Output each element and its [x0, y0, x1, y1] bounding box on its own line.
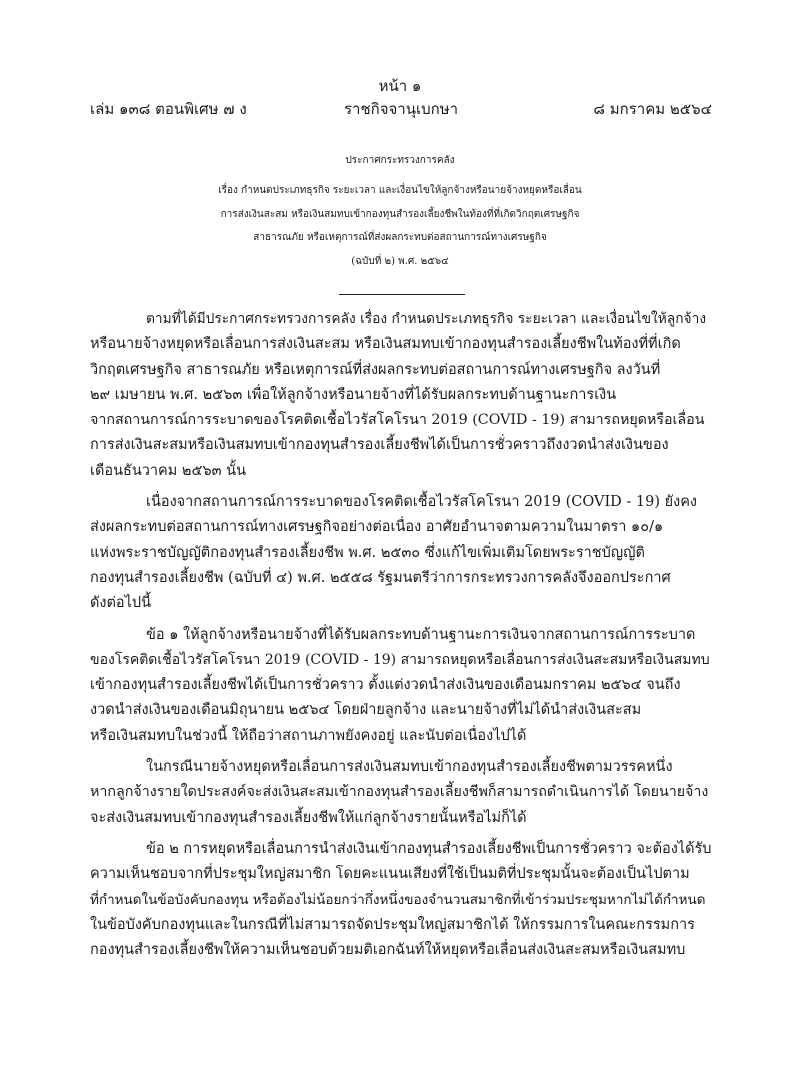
subject-line: การส่งเงินสะสม หรือเงินสมทบเข้ากองทุนสำรองเลี้ยงชีพในท้องที่ที่เกิดวิกฤตเศรษฐกิจ — [220, 208, 580, 220]
text-line: ส่งผลกระทบต่อสถานการณ์ทางเศรษฐกิจอย่างต่อเนื่อง อาศัยอำนาจตามความในมาตรา ๑๐/๑ — [90, 519, 664, 536]
paragraph-preamble — [90, 307, 712, 484]
text-line: จะส่งเงินสมทบเข้ากองทุนสำรองเลี้ยงชีพให้แก่ลูกจ้างรายนั้นหรือไม่ก็ได้ — [90, 809, 527, 826]
paragraph-clause-2 — [90, 837, 712, 963]
announcement-subject — [0, 179, 800, 273]
announcement-body — [90, 307, 712, 963]
paragraph-clause-1-sub — [90, 755, 712, 831]
announcement-title: ประกาศกระทรวงการคลัง — [345, 155, 455, 166]
subject-line: สาธารณภัย หรือเหตุการณ์ที่ส่งผลกระทบต่อสถานการณ์ทางเศรษฐกิจ — [253, 232, 547, 243]
volume-info: เล่ม ๑๓๘ ตอนพิเศษ ๗ ง — [90, 100, 247, 118]
page-number: หน้า ๑ — [378, 77, 422, 95]
text-line: ตามที่ได้มีประกาศกระทรวงการคลัง เรื่อง กำหนดประเภทธุรกิจ ระยะเวลา และเงื่อนไขให้ลูกจ้าง — [146, 311, 707, 327]
subject-line: (ฉบับที่ ๒) พ.ศ. ๒๕๖๔ — [351, 255, 449, 267]
text-line: ที่กำหนดในข้อบังคับกองทุน หรือต้องไม่น้อยกว่ากึ่งหนึ่งของจำนวนสมาชิกที่เข้าร่วมประชุมหากไม่ได้กำหนด — [90, 891, 706, 908]
text-line: การส่งเงินสะสมหรือเงินสมทบเข้ากองทุนสำรองเลี้ยงชีพได้เป็นการชั่วคราวถึงงวดนำส่งเงินของ — [90, 437, 669, 454]
text-line: ของโรคติดเชื้อไวรัสโคโรนา 2019 (COVID - 19) สามารถหยุดหรือเลื่อนการส่งเงินสะสมหรือเงินสมทบ — [90, 651, 710, 668]
subject-line: เรื่อง กำหนดประเภทธุรกิจ ระยะเวลา และเงื่อนไขให้ลูกจ้างหรือนายจ้างหยุดหรือเลื่อน — [218, 185, 582, 196]
text-line: วิกฤตเศรษฐกิจ สาธารณภัย หรือเหตุการณ์ที่ส่งผลกระทบต่อสถานการณ์ทางเศรษฐกิจ ลงวันที่ — [90, 361, 661, 378]
publication-date: ๘ มกราคม ๒๕๖๔ — [593, 100, 712, 118]
text-line: ความเห็นชอบจากที่ประชุมใหญ่สมาชิก โดยคะแนนเสียงที่ใช้เป็นมติที่ประชุมนั้นจะต้องเป็นไปตาม — [90, 866, 690, 883]
text-line: หรือนายจ้างหยุดหรือเลื่อนการส่งเงินสะสม หรือเงินสมทบเข้ากองทุนสำรองเลี้ยงชีพในท้องที่ที่เกิด — [90, 336, 681, 353]
text-line: ในข้อบังคับกองทุนและในกรณีที่ไม่สามารถจัดประชุมใหญ่สมาชิกได้ ให้กรรมการในคณะกรรมการ — [90, 916, 695, 933]
paragraph-clause-1 — [90, 623, 712, 749]
text-line: เดือนธันวาคม ๒๕๖๓ นั้น — [90, 462, 246, 479]
text-line: เข้ากองทุนสำรองเลี้ยงชีพได้เป็นการชั่วคราว ตั้งแต่งวดนำส่งเงินของเดือนมกราคม ๒๕๖๔ จนถึง — [90, 677, 681, 694]
text-line: กองทุนสำรองเลี้ยงชีพให้ความเห็นชอบด้วยมติเอกฉันท์ให้หยุดหรือเลื่อนส่งเงินสะสมหรือเงินสมทบ — [90, 942, 686, 959]
gazette-header — [90, 99, 712, 119]
publication-name: ราชกิจจานุเบกษา — [343, 100, 459, 118]
text-line: จากสถานการณ์การระบาดของโรคติดเชื้อไวรัสโคโรนา 2019 (COVID - 19) สามารถหยุดหรือเลื่อน — [90, 412, 705, 429]
text-line: หากลูกจ้างรายใดประสงค์จะส่งเงินสะสมเข้ากองทุนสำรองเลี้ยงชีพก็สามารถดำเนินการได้ โดยนายจ้าง — [90, 784, 709, 801]
text-line: ในกรณีนายจ้างหยุดหรือเลื่อนการส่งเงินสมทบเข้ากองทุนสำรองเลี้ยงชีพตามวรรคหนึ่ง — [146, 759, 673, 776]
text-line: กองทุนสำรองเลี้ยงชีพ (ฉบับที่ ๔) พ.ศ. ๒๕๕๘ รัฐมนตรีว่าการกระทรวงการคลังจึงออกประกาศ — [90, 569, 671, 586]
text-line: เนื่องจากสถานการณ์การระบาดของโรคติดเชื้อไวรัสโคโรนา 2019 (COVID - 19) ยังคง — [146, 494, 697, 511]
text-line: ข้อ ๑ ให้ลูกจ้างหรือนายจ้างที่ได้รับผลกระทบด้านฐานะการเงินจากสถานการณ์การระบาด — [146, 626, 696, 643]
text-line: ดังต่อไปนี้ — [90, 595, 152, 612]
text-line: ข้อ ๒ การหยุดหรือเลื่อนการนำส่งเงินเข้ากองทุนสำรองเลี้ยงชีพเป็นการชั่วคราว จะต้องได้รับ — [146, 840, 712, 857]
paragraph-authority — [90, 490, 712, 616]
text-line: ๒๙ เมษายน พ.ศ. ๒๕๖๓ เพื่อให้ลูกจ้างหรือนายจ้างที่ได้รับผลกระทบด้านฐานะการเงิน — [90, 386, 617, 403]
text-line: แห่งพระราชบัญญัติกองทุนสำรองเลี้ยงชีพ พ.ศ. ๒๕๓๐ ซึ่งแก้ไขเพิ่มเติมโดยพระราชบัญญัติ — [90, 544, 645, 561]
text-line: งวดนำส่งเงินของเดือนมิถุนายน ๒๕๖๔ โดยฝ่ายลูกจ้าง และนายจ้างที่ไม่ได้นำส่งเงินสะสม — [90, 702, 642, 719]
title-divider — [339, 294, 465, 295]
text-line: หรือเงินสมทบในช่วงนี้ ให้ถือว่าสถานภาพยังคงอยู่ และนับต่อเนื่องไปได้ — [90, 727, 527, 744]
